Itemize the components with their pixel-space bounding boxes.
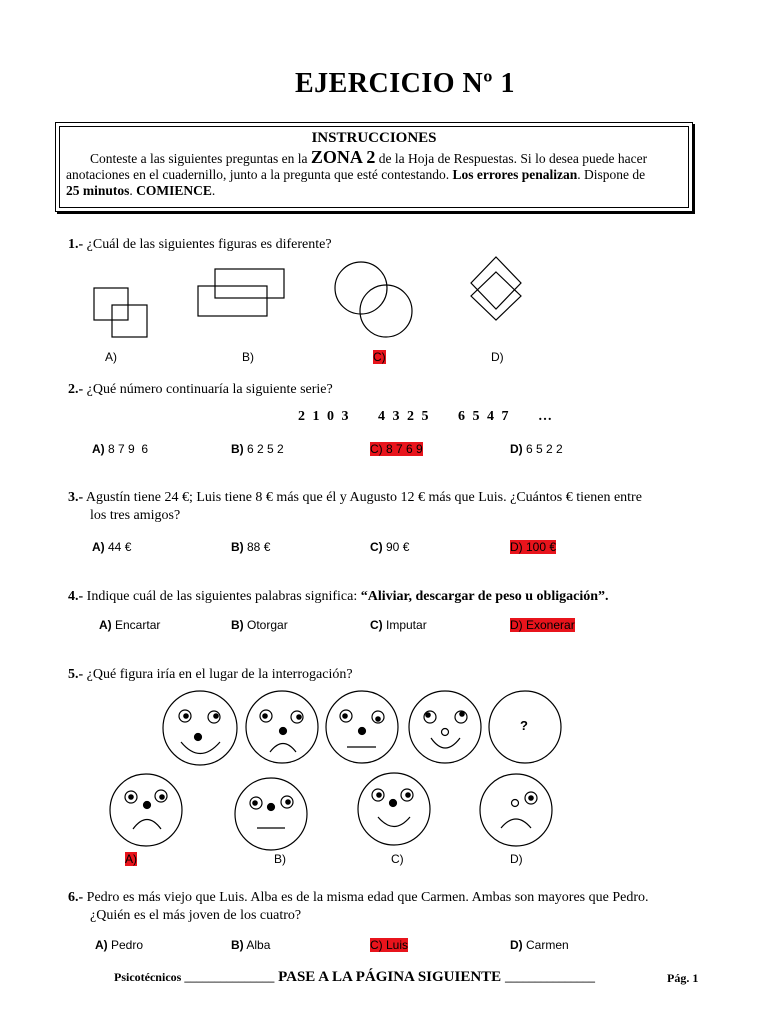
face-top-4 xyxy=(409,691,481,763)
footer xyxy=(114,969,595,986)
q2-series: 2 1 0 3 4 3 2 5 6 5 4 7 … xyxy=(298,409,554,424)
q4-option-c[interactable]: C) Imputar xyxy=(370,618,427,632)
footer-line: _______________ xyxy=(504,970,595,984)
footer-left: Psicotécnicos _______________ xyxy=(114,970,275,984)
q4-option-b[interactable]: B) Otorgar xyxy=(231,618,288,632)
q4-option-a[interactable]: A) Encartar xyxy=(99,618,161,632)
q4-option-d[interactable]: D) Exonerar xyxy=(510,618,575,632)
q2-option-a[interactable]: A) 8 7 9 6 xyxy=(92,442,149,456)
question-mark: ? xyxy=(520,718,528,733)
face-option-d xyxy=(480,774,552,846)
question-3: 3.- Agustín tiene 24 €; Luis tiene 8 € más que él y Augusto 12 € más que Luis. ¿Cuántos € tienen entre los tres amigos? xyxy=(68,490,642,523)
face-top-1 xyxy=(163,691,237,765)
q3-option-a[interactable]: A) 44 € xyxy=(92,540,132,554)
question-2: 2.- ¿Qué número continuaría la siguiente serie? xyxy=(68,382,333,397)
face-option-a xyxy=(110,774,182,846)
question-4: 4.- Indique cuál de las siguientes palabras significa: “Aliviar, descargar de peso u obligación”. xyxy=(68,589,609,604)
instructions-line-1: Conteste a las siguientes preguntas en la ZONA 2 de la Hoja de Respuestas. Si lo desea puede hacer xyxy=(90,147,648,167)
instructions-heading: INSTRUCCIONES xyxy=(311,130,437,146)
face-option-b xyxy=(235,778,307,850)
q3-option-d[interactable]: D) 100 € xyxy=(510,540,557,554)
zona-label: ZONA 2 xyxy=(310,147,376,167)
page-title: EJERCICIO Nº 1 xyxy=(294,68,516,99)
q6-option-b[interactable]: B) Alba xyxy=(231,938,271,952)
q2-option-b[interactable]: B) 6 2 5 2 xyxy=(231,442,284,456)
q3-option-b[interactable]: B) 88 € xyxy=(231,540,271,554)
q6-option-a[interactable]: A) Pedro xyxy=(95,938,144,952)
question-1: 1.- ¿Cuál de las siguientes figuras es diferente? xyxy=(68,237,332,252)
face-top-3 xyxy=(326,691,398,763)
q5-option-c[interactable]: C) xyxy=(391,852,404,866)
question-6: 6.- Pedro es más viejo que Luis. Alba es de la misma edad que Carmen. Ambas son mayores que Pedro. ¿Quién es el más joven de los cuatro? xyxy=(68,890,649,923)
q1-option-a[interactable]: A) xyxy=(105,350,117,364)
page-number: Pág. 1 xyxy=(667,971,699,985)
q6-option-d[interactable]: D) Carmen xyxy=(510,938,569,952)
q5-option-b[interactable]: B) xyxy=(274,852,286,866)
q5-option-a[interactable]: A) xyxy=(125,852,137,866)
face-option-c xyxy=(358,773,430,845)
q3-option-c[interactable]: C) 90 € xyxy=(370,540,410,554)
q1-option-c[interactable]: C) xyxy=(373,350,386,364)
q5-option-d[interactable]: D) xyxy=(510,852,523,866)
instructions-line-2: anotaciones en el cuadernillo, junto a la pregunta que esté contestando. Los errores penalizan. Dispone de xyxy=(66,167,646,182)
q1-option-d[interactable]: D) xyxy=(491,350,504,364)
q6-option-c[interactable]: C) Luis xyxy=(370,938,409,952)
q2-option-c[interactable]: C) 8 7 6 9 xyxy=(370,442,423,456)
face-top-2 xyxy=(246,691,318,763)
q2-option-d[interactable]: D) 6 5 2 2 xyxy=(510,442,563,456)
q1-option-b[interactable]: B) xyxy=(242,350,254,364)
question-5: 5.- ¿Qué figura iría en el lugar de la interrogación? xyxy=(68,667,353,682)
instructions-line-3: 25 minutos. COMIENCE. xyxy=(66,183,216,198)
footer-center: PASE A LA PÁGINA SIGUIENTE xyxy=(274,969,505,985)
